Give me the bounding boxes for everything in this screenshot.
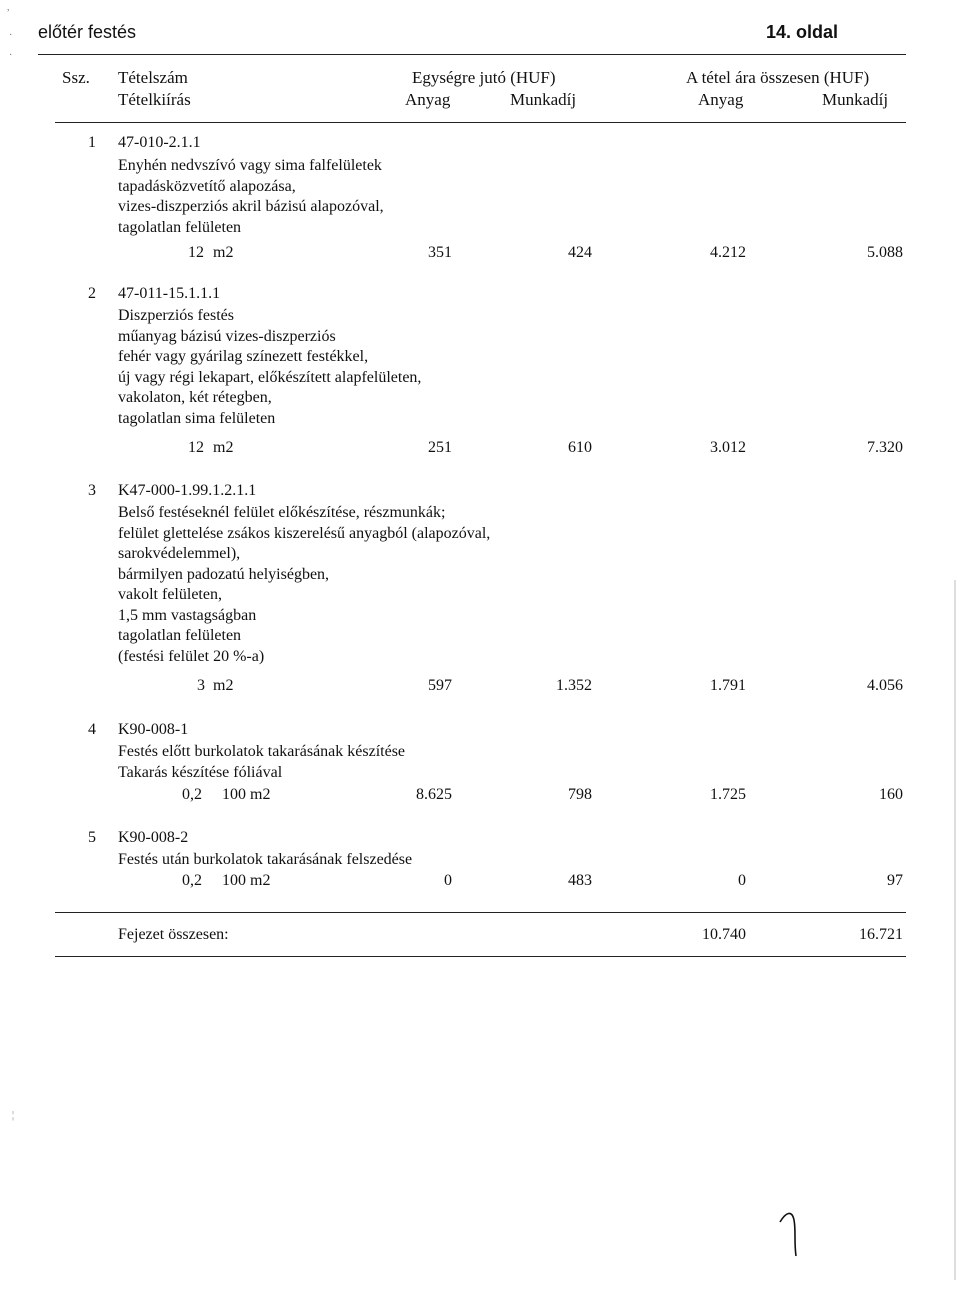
item-number: 4 [88,721,96,738]
unit-material-price: 251 [428,439,452,456]
total-material-price: 1.791 [710,677,746,694]
description-line: műanyag bázisú vizes-diszperziós [118,327,336,345]
total-labor-price: 160 [879,786,903,803]
description-line: felület glettelése zsákos kiszerelésű anyagból (alapozóval, [118,524,491,542]
item-code: 47-010-2.1.1 [118,134,201,151]
item-description [118,306,421,429]
column-header-rule [55,122,906,123]
summary-top-rule [55,912,906,913]
item-number: 3 [88,482,96,499]
description-line: tagolatlan felületen [118,627,242,644]
total-labor-price: 5.088 [867,244,903,261]
page-title: előtér festés [38,22,137,42]
item-quantity: 0,2 [182,786,202,803]
col-tetelszam: Tételszám [118,68,188,87]
description-line: Festés előtt burkolatok takarásának készítése [118,743,406,760]
description-line: tagolatlan sima felületen [118,409,276,427]
unit-material-price: 0 [444,872,452,889]
col-unit-munkadij: Munkadíj [510,90,577,109]
item-description [118,850,412,871]
col-ssz: Ssz. [62,68,90,87]
col-unit-group: Egységre jutó (HUF) [412,68,556,87]
item-description [118,503,490,667]
description-line: vizes-diszperziós akril bázisú alapozóval, [118,198,384,215]
item-unit: m2 [213,677,234,694]
description-line: Festés után burkolatok takarásának felszedése [118,851,413,868]
item-quantity: 0,2 [182,872,202,889]
description-line: tagolatlan felületen [118,218,242,236]
summary-label: Fejezet összesen: [118,926,229,943]
description-line: Belső festéseknél felület előkészítése, részmunkák; [118,504,446,521]
item-quantity: 12 [188,244,204,261]
scan-mark: ¦ [12,1110,15,1121]
unit-labor-price: 424 [568,244,592,261]
item-unit: m2 [213,439,234,456]
item-description [118,742,405,783]
scan-edge-shadow [954,580,956,1280]
item-unit: 100 m2 [222,872,271,889]
item-quantity: 12 [188,439,204,456]
total-material-price: 1.725 [710,786,746,803]
description-line: vakolaton, két rétegben, [118,389,272,406]
scan-mark: , [7,2,10,13]
description-line: új vagy régi lekapart, előkészített alapfelületen, [118,368,422,386]
item-quantity: 3 [197,677,205,694]
page-number: 14. oldal [766,22,839,42]
total-labor-price: 4.056 [867,677,903,694]
unit-labor-price: 1.352 [556,677,592,694]
summary-total-labor: 16.721 [859,926,903,943]
total-material-price: 4.212 [710,244,746,261]
summary-bottom-rule [55,956,906,957]
description-line: 1,5 mm vastagságban [118,606,257,624]
item-number: 5 [88,829,96,846]
scan-mark: · [9,30,13,41]
col-total-munkadij: Munkadíj [822,90,889,109]
unit-labor-price: 610 [568,439,592,456]
col-tetelkiiras: Tételkiírás [118,90,191,109]
total-material-price: 0 [738,872,746,889]
unit-labor-price: 483 [568,872,592,889]
unit-material-price: 351 [428,244,452,261]
col-unit-anyag: Anyag [405,90,451,109]
unit-material-price: 8.625 [416,786,452,803]
description-line: bármilyen padozatú helyiségben, [118,565,330,583]
description-line: fehér vagy gyárilag színezett festékkel, [118,348,369,365]
total-labor-price: 7.320 [867,439,903,456]
description-line: sarokvédelemmel), [118,545,241,562]
description-line: Diszperziós festés [118,307,234,324]
item-description [118,156,384,238]
description-line: tapadásközvetítő alapozása, [118,177,296,195]
description-line: (festési felület 20 %-a) [118,647,265,665]
summary-total-material: 10.740 [702,926,746,943]
item-code: K90-008-1 [118,721,189,738]
total-material-price: 3.012 [710,439,746,456]
item-code: K90-008-2 [118,829,189,846]
item-code: K47-000-1.99.1.2.1.1 [118,482,257,499]
item-unit: m2 [213,244,234,261]
item-number: 2 [88,285,96,302]
col-total-group: A tétel ára összesen (HUF) [686,68,870,87]
header-rule [38,54,906,55]
scan-mark: · [9,50,13,61]
unit-material-price: 597 [428,677,452,694]
item-number: 1 [88,134,96,151]
description-line: vakolt felületen, [118,586,222,603]
item-code: 47-011-15.1.1.1 [118,285,221,302]
description-line: Takarás készítése fóliával [118,763,283,781]
total-labor-price: 97 [887,872,903,889]
item-unit: 100 m2 [222,786,271,803]
unit-labor-price: 798 [568,786,592,803]
handwritten-mark [776,1200,806,1260]
description-line: Enyhén nedvszívó vagy sima falfelületek [118,157,382,174]
col-total-anyag: Anyag [698,90,744,109]
